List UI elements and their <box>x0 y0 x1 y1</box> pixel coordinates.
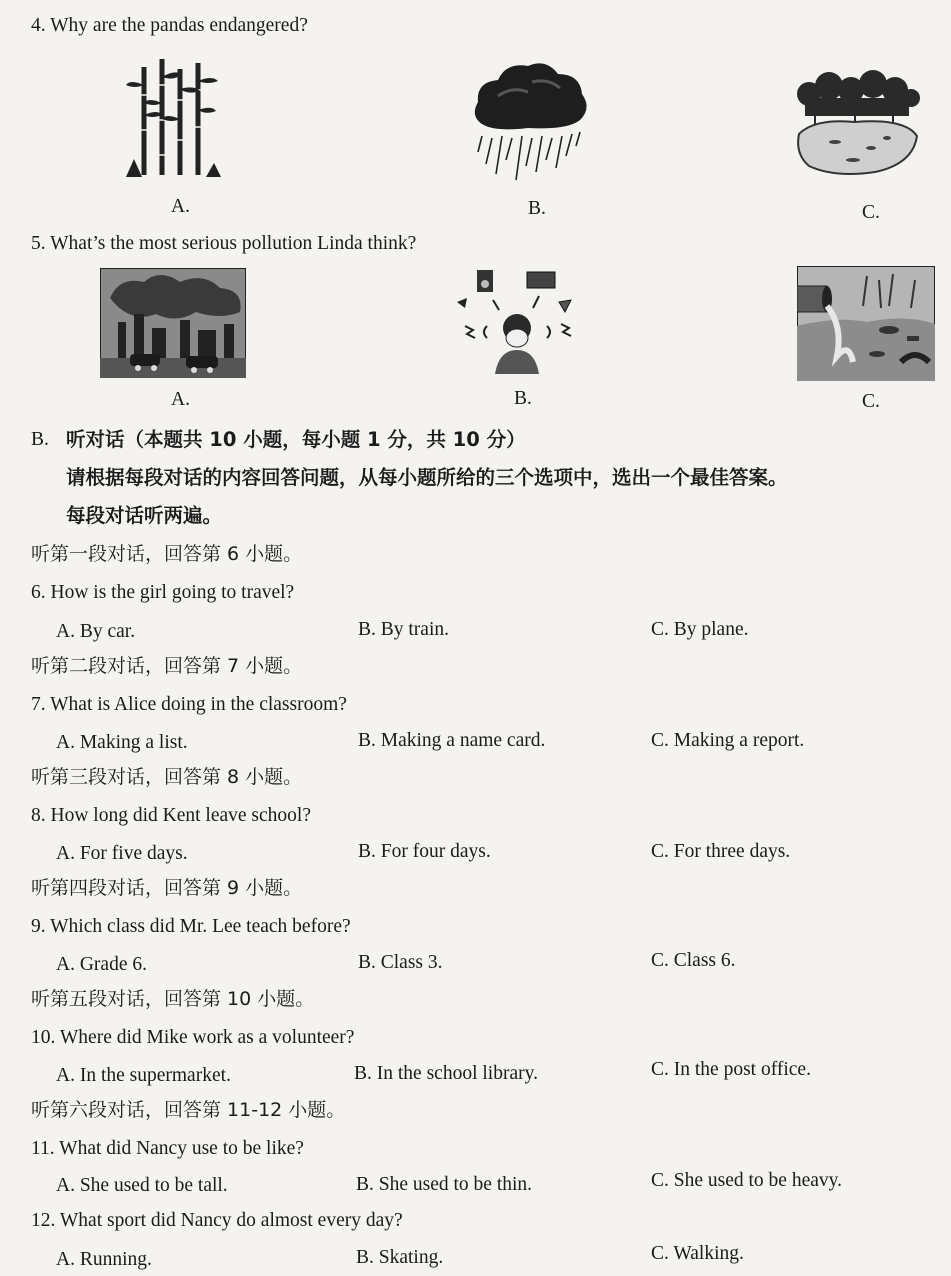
q5-option-a: A. <box>171 389 190 410</box>
q8-option-b: B. For four days. <box>358 841 491 862</box>
q6-option-b: B. By train. <box>358 619 449 640</box>
air-pollution-icon <box>100 268 246 378</box>
dialogue-heading: 听第一段对话，回答第 6 小题。 <box>31 543 303 565</box>
question-6: 6. How is the girl going to travel? <box>31 582 295 603</box>
dialogue-heading: 听第二段对话，回答第 7 小题。 <box>31 655 303 677</box>
q9-option-a: A. Grade 6. <box>56 954 147 975</box>
dialogue-heading: 听第三段对话，回答第 8 小题。 <box>31 766 303 788</box>
question-10: 10. Where did Mike work as a volunteer? <box>31 1027 355 1048</box>
q5-option-c: C. <box>862 391 880 412</box>
question-9: 9. Which class did Mr. Lee teach before? <box>31 916 351 937</box>
q8-option-c: C. For three days. <box>651 841 791 862</box>
forest-pond-icon <box>795 68 920 183</box>
q9-option-c: C. Class 6. <box>651 950 736 971</box>
section-b-instruction-2: 每段对话听两遍。 <box>66 504 223 527</box>
q10-option-b: B. In the school library. <box>354 1063 538 1084</box>
section-b-title: 听对话（本题共 10 小题，每小题 1 分，共 10 分） <box>66 428 526 451</box>
q8-option-a: A. For five days. <box>56 843 188 864</box>
q11-option-c: C. She used to be heavy. <box>651 1170 842 1191</box>
question-5: 5. What’s the most serious pollution Linda think? <box>31 233 417 254</box>
bamboo-icon <box>122 55 222 180</box>
q5-option-b: B. <box>514 388 532 409</box>
question-12: 12. What sport did Nancy do almost every day? <box>31 1210 403 1231</box>
q12-option-b: B. Skating. <box>356 1247 444 1268</box>
q11-option-b: B. She used to be thin. <box>356 1174 533 1195</box>
water-pollution-icon <box>797 266 935 381</box>
q7-option-a: A. Making a list. <box>56 732 188 753</box>
q10-option-c: C. In the post office. <box>651 1059 811 1080</box>
section-b-instruction: 请根据每段对话的内容回答问题，从每小题所给的三个选项中，选出一个最佳答案。 <box>66 466 788 489</box>
q9-option-b: B. Class 3. <box>358 952 443 973</box>
q7-option-b: B. Making a name card. <box>358 730 546 751</box>
q6-option-a: A. By car. <box>56 621 136 642</box>
dialogue-heading: 听第五段对话，回答第 10 小题。 <box>31 988 315 1010</box>
q4-option-a: A. <box>171 196 190 217</box>
dialogue-heading: 听第四段对话，回答第 9 小题。 <box>31 877 303 899</box>
question-7: 7. What is Alice doing in the classroom? <box>31 694 347 715</box>
noise-pollution-icon <box>455 266 581 376</box>
question-4: 4. Why are the pandas endangered? <box>31 15 308 36</box>
q6-option-c: C. By plane. <box>651 619 749 640</box>
q4-option-b: B. <box>528 198 546 219</box>
q7-option-c: C. Making a report. <box>651 730 805 751</box>
q12-option-a: A. Running. <box>56 1249 152 1270</box>
section-b-label: B. <box>31 429 49 450</box>
dialogue-heading: 听第六段对话，回答第 11-12 小题。 <box>31 1099 346 1121</box>
q12-option-c: C. Walking. <box>651 1243 744 1264</box>
q11-option-a: A. She used to be tall. <box>56 1175 228 1196</box>
storm-cloud-icon <box>468 56 593 186</box>
q4-option-c: C. <box>862 202 880 223</box>
question-8: 8. How long did Kent leave school? <box>31 805 311 826</box>
question-11: 11. What did Nancy use to be like? <box>31 1138 304 1159</box>
q10-option-a: A. In the supermarket. <box>56 1065 231 1086</box>
